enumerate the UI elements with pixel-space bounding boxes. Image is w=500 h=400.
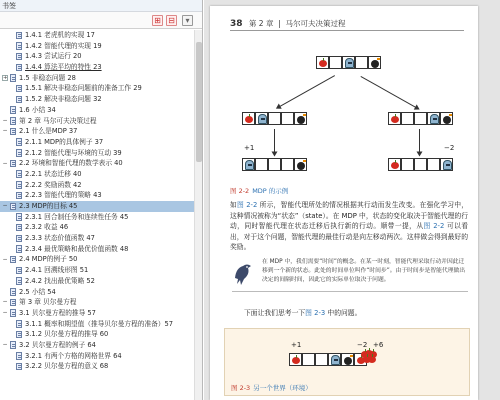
toc-item[interactable] — [0, 201, 194, 212]
collapse-toggle-icon[interactable]: − — [2, 298, 8, 306]
toc-item[interactable] — [0, 319, 194, 330]
page-header: 38 第 2 章 | 马尔可夫决策过程 — [230, 19, 346, 29]
grid-cell — [427, 112, 440, 125]
grid-cell — [315, 353, 328, 366]
bookmark-page-icon — [16, 352, 22, 360]
transition-arrow — [274, 129, 275, 154]
bookmark-page-icon — [16, 192, 22, 200]
toc-item-label: 2.1.1 MDP的具体例子 37 — [25, 137, 104, 146]
para-text: 所示，智能代理所处的情况根据其行动而发生改变。在强化学习中，这种情况被称为“状态”（state）。在 MDP 中，状态的变化取决于智能代理的行动，同时智能代理在状态迁移后执行新的行动。顺带一提，从 — [230, 201, 468, 231]
note-box — [232, 258, 468, 304]
bomb-icon — [297, 162, 305, 170]
bookmark-page-icon — [16, 64, 22, 72]
grid-cell — [440, 112, 453, 125]
toc-item-label: 2.2.3 智能代理的策略 43 — [25, 191, 102, 200]
grid-cell — [316, 56, 329, 69]
toc-item[interactable] — [0, 51, 194, 62]
grid-cell — [440, 158, 453, 171]
bookmark-page-icon — [16, 235, 22, 243]
toc-item[interactable] — [0, 340, 194, 351]
toc-item-label: 2.3 MDP的目标 45 — [19, 202, 78, 210]
transition-arrow — [361, 76, 418, 109]
toc-tree — [0, 30, 194, 400]
toc-item-label: 3.1.1 概率和期望值（推导贝尔曼方程的准备）57 — [25, 319, 174, 328]
crow-icon — [232, 260, 254, 286]
grid-cell — [255, 158, 268, 171]
bookmark-toolbar — [0, 12, 202, 29]
para-text: 可以看出，对于这个问题，智能代理的最佳行动是向左移动两次。这样做会得到最好的奖励。 — [230, 222, 469, 252]
apple-icon — [391, 116, 399, 123]
bookmark-page-icon — [16, 363, 22, 371]
toc-item[interactable] — [0, 329, 194, 340]
grid-cell — [388, 112, 401, 125]
toc-item-label: 2.4.2 找出最优策略 52 — [25, 276, 95, 285]
chapter-title: 马尔可夫决策过程 — [285, 19, 346, 28]
figure-2-3-caption — [231, 383, 312, 392]
grid-cell — [355, 56, 368, 69]
toc-item-label: 2.3.1 回合制任务和连续性任务 45 — [25, 212, 129, 221]
reward-label: +1 — [244, 144, 255, 152]
figure-2-2 — [230, 36, 466, 186]
toc-item[interactable] — [0, 190, 194, 201]
figure-2-3-box — [224, 328, 470, 396]
figure-link[interactable]: 图 2-2 — [236, 201, 258, 209]
toc-item-label: 1.4.1 老虎机的实现 17 — [25, 31, 95, 39]
toc-item[interactable] — [0, 94, 194, 105]
toc-scrollbar[interactable] — [194, 30, 202, 400]
apple-icon — [319, 60, 327, 67]
apple-icon — [391, 162, 399, 169]
collapse-toggle-icon[interactable]: − — [2, 116, 8, 124]
note-divider — [232, 291, 468, 292]
grid-cell — [281, 158, 294, 171]
page-number: 38 — [230, 19, 243, 29]
toc-item[interactable] — [0, 116, 194, 127]
bookmark-page-icon — [16, 170, 22, 178]
toc-item[interactable] — [0, 233, 194, 244]
header-rule — [230, 30, 464, 31]
para-text: 下面让我们思考一下 — [244, 309, 306, 317]
grid-cell — [401, 112, 414, 125]
toc-item[interactable] — [0, 265, 194, 276]
scrollbar-thumb[interactable] — [196, 42, 202, 162]
grid-cell — [294, 158, 307, 171]
apple-icon — [368, 356, 376, 363]
robot-icon — [331, 355, 340, 365]
bookmark-page-icon — [10, 160, 16, 168]
bookmark-page-icon — [16, 277, 22, 285]
bomb-icon — [344, 357, 352, 365]
toc-item[interactable] — [0, 62, 194, 73]
grid-cell — [255, 112, 268, 125]
grid-cell — [242, 158, 255, 171]
grid-cell — [294, 112, 307, 125]
panel-title: 书签 — [0, 0, 202, 12]
para-text: 中的问题。 — [325, 309, 362, 317]
toc-item-label: 2.5 小结 54 — [19, 287, 56, 296]
note-text: 在 MDP 中，我们需要“时间”的概念。在某一时刻，智能代理采取行动并因此迁移到一个新的状态。此处的时间单位叫作“时间步”。由于时间步是智能代理做出决定的间隔时间，因此它的实际单位取决于问题。 — [262, 259, 466, 284]
toc-item-label: 2.4 MDP的例子 50 — [19, 255, 78, 264]
toc-item[interactable] — [0, 169, 194, 180]
bookmark-page-icon — [10, 309, 16, 317]
chapter-label: 第 2 章 — [248, 19, 274, 28]
transition-arrow — [278, 75, 335, 108]
transition-arrow — [419, 129, 420, 154]
toc-item[interactable] — [0, 244, 194, 255]
toc-item[interactable] — [0, 126, 194, 137]
bookmark-page-icon — [16, 42, 22, 50]
bookmark-page-icon — [16, 213, 22, 221]
grid-cell — [328, 353, 341, 366]
bookmark-panel — [0, 0, 203, 400]
toc-item-label: 3.2.2 贝尔曼方程的意义 68 — [25, 362, 109, 371]
caption-number: 图 2-3 — [231, 384, 251, 392]
bomb-icon — [371, 60, 379, 68]
toc-item[interactable] — [0, 222, 194, 233]
toc-item-label: 2.2.2 奖励函数 42 — [25, 180, 82, 189]
collapse-toggle-icon[interactable]: − — [2, 127, 8, 135]
robot-icon — [345, 58, 354, 68]
reward-label: +1 — [291, 341, 302, 349]
toc-item[interactable] — [0, 73, 194, 84]
bookmark-options-icon[interactable]: ▾ — [182, 15, 193, 26]
grid-cell — [302, 353, 315, 366]
collapse-toggle-icon[interactable]: − — [2, 341, 8, 349]
bookmark-page-icon — [16, 331, 22, 339]
toc-item[interactable] — [0, 297, 194, 308]
toc-item-label: 2.2 环境和智能代理的数学表示 40 — [19, 159, 123, 168]
bookmark-page-icon — [16, 224, 22, 232]
reward-label: −2 — [357, 341, 368, 349]
apple-icon — [292, 357, 300, 364]
toc-item-label: 2.4.1 回溯线形图 51 — [25, 266, 89, 275]
bookmark-page-icon — [16, 53, 22, 61]
toc-item-label: 1.6 小结 34 — [19, 105, 56, 114]
toc-item-label: 2.1.2 智能代理与环境的互动 39 — [25, 148, 122, 157]
bookmark-page-icon — [10, 106, 16, 114]
grid-cell — [401, 158, 414, 171]
bookmark-page-icon — [10, 203, 16, 211]
paragraph-2 — [230, 308, 468, 319]
bookmark-page-icon — [10, 288, 16, 296]
toc-item-label: 1.4.3 尝试运行 20 — [25, 52, 82, 61]
toc-item-label: 2.1 什么是MDP 37 — [19, 127, 78, 136]
grid-cell — [268, 112, 281, 125]
bookmark-page-icon — [16, 267, 22, 275]
toc-item-label: 3.2.1 有两个方格的网格世界 64 — [25, 351, 122, 360]
collapse-all-icon[interactable]: ⊟ — [166, 15, 177, 26]
toc-item-label: 第 3 章 贝尔曼方程 — [19, 298, 77, 307]
bomb-icon — [443, 116, 451, 124]
robot-icon — [430, 114, 439, 124]
toc-item-label: 1.5.2 解决非稳态问题 32 — [25, 95, 102, 104]
bookmark-page-icon — [16, 245, 22, 253]
grid-cell — [268, 158, 281, 171]
reward-label: −2 — [444, 144, 455, 152]
bookmark-page-icon — [10, 299, 16, 307]
toc-item-label: 1.5 非稳态问题 28 — [19, 73, 76, 82]
grid-cell — [289, 353, 302, 366]
toc-item-label: 1.5.1 解决非稳态问题前的准备工作 29 — [25, 84, 142, 93]
grid-cell — [368, 56, 381, 69]
paragraph-1 — [230, 200, 468, 253]
toc-item[interactable] — [0, 41, 194, 52]
figure-link[interactable]: 图 2-3 — [305, 309, 326, 317]
caption-text: 另一个世界（环境） — [253, 384, 312, 392]
grid-cell — [329, 56, 342, 69]
toc-item-label: 3.2 贝尔曼方程的例子 64 — [19, 340, 96, 349]
grid-cell — [388, 158, 401, 171]
grid-cell — [342, 56, 355, 69]
toc-item-label: 2.3.4 最优策略和最优价值函数 48 — [25, 244, 129, 253]
bookmark-page-icon — [10, 128, 16, 136]
bookmark-page-icon — [10, 74, 16, 82]
collapse-toggle-icon[interactable]: − — [2, 202, 8, 210]
bookmark-page-icon — [16, 32, 22, 40]
pdf-page — [210, 6, 478, 400]
toc-item-label: 3.1 贝尔曼方程的推导 57 — [19, 308, 96, 317]
caption-text: MDP 的示例 — [252, 187, 289, 195]
toc-item[interactable] — [0, 105, 194, 116]
toc-item[interactable] — [0, 158, 194, 169]
toc-item-label: 1.4.2 智能代理的实现 19 — [25, 41, 102, 50]
toc-item[interactable] — [0, 180, 194, 191]
grid-cell — [427, 158, 440, 171]
para-text: 如 — [230, 201, 237, 209]
collapse-toggle-icon[interactable]: − — [2, 159, 8, 167]
toc-item[interactable] — [0, 254, 194, 265]
toc-item[interactable] — [0, 137, 194, 148]
toc-item[interactable] — [0, 83, 194, 94]
toc-item[interactable] — [0, 276, 194, 287]
figure-2-3 — [225, 329, 471, 381]
toc-item[interactable] — [0, 148, 194, 159]
caption-number: 图 2-2 — [230, 187, 250, 195]
collapse-toggle-icon[interactable]: − — [2, 309, 8, 317]
bookmark-page-icon — [16, 96, 22, 104]
toc-item-label: 2.2.1 状态迁移 40 — [25, 169, 82, 178]
bookmark-page-icon — [16, 181, 22, 189]
bomb-icon — [297, 116, 305, 124]
grid-cell — [414, 112, 427, 125]
grid-cell — [242, 112, 255, 125]
toc-item-label: 第 2 章 马尔可夫决策过程 — [19, 116, 97, 125]
bookmark-page-icon — [16, 320, 22, 328]
bookmark-page-icon — [10, 256, 16, 264]
expand-toggle-icon[interactable]: + — [3, 75, 8, 82]
document-view[interactable] — [204, 0, 500, 400]
grid-cell — [281, 112, 294, 125]
toc-item-label: 1.4.4 算法平均的特性 23 — [25, 63, 102, 72]
apple-icon — [245, 116, 253, 123]
collapse-toggle-icon[interactable]: − — [2, 255, 8, 263]
bookmark-page-icon — [16, 138, 22, 146]
toc-item[interactable] — [0, 212, 194, 223]
reward-label: +6 — [373, 341, 384, 349]
toc-item-label: 2.3.3 状态价值函数 47 — [25, 234, 95, 243]
robot-icon — [443, 160, 452, 170]
bookmark-page-icon — [16, 149, 22, 157]
toc-item[interactable] — [0, 361, 194, 372]
toc-item-label: 2.3.2 收益 46 — [25, 223, 69, 232]
robot-icon — [245, 160, 254, 170]
grid-cell — [414, 158, 427, 171]
toc-item[interactable] — [0, 308, 194, 319]
toc-item[interactable] — [0, 287, 194, 298]
bookmark-page-icon — [16, 85, 22, 93]
bookmark-page-icon — [10, 117, 16, 125]
toc-item[interactable] — [0, 30, 194, 41]
figure-link[interactable]: 图 2-2 — [423, 222, 445, 231]
toc-item-label: 3.1.2 贝尔曼方程的推导 60 — [25, 330, 109, 339]
bookmark-page-icon — [10, 341, 16, 349]
figure-2-2-caption — [230, 186, 288, 195]
expand-all-icon[interactable]: ⊞ — [152, 15, 163, 26]
toc-item[interactable] — [0, 351, 194, 362]
grid-cell — [341, 353, 354, 366]
robot-icon — [258, 114, 267, 124]
